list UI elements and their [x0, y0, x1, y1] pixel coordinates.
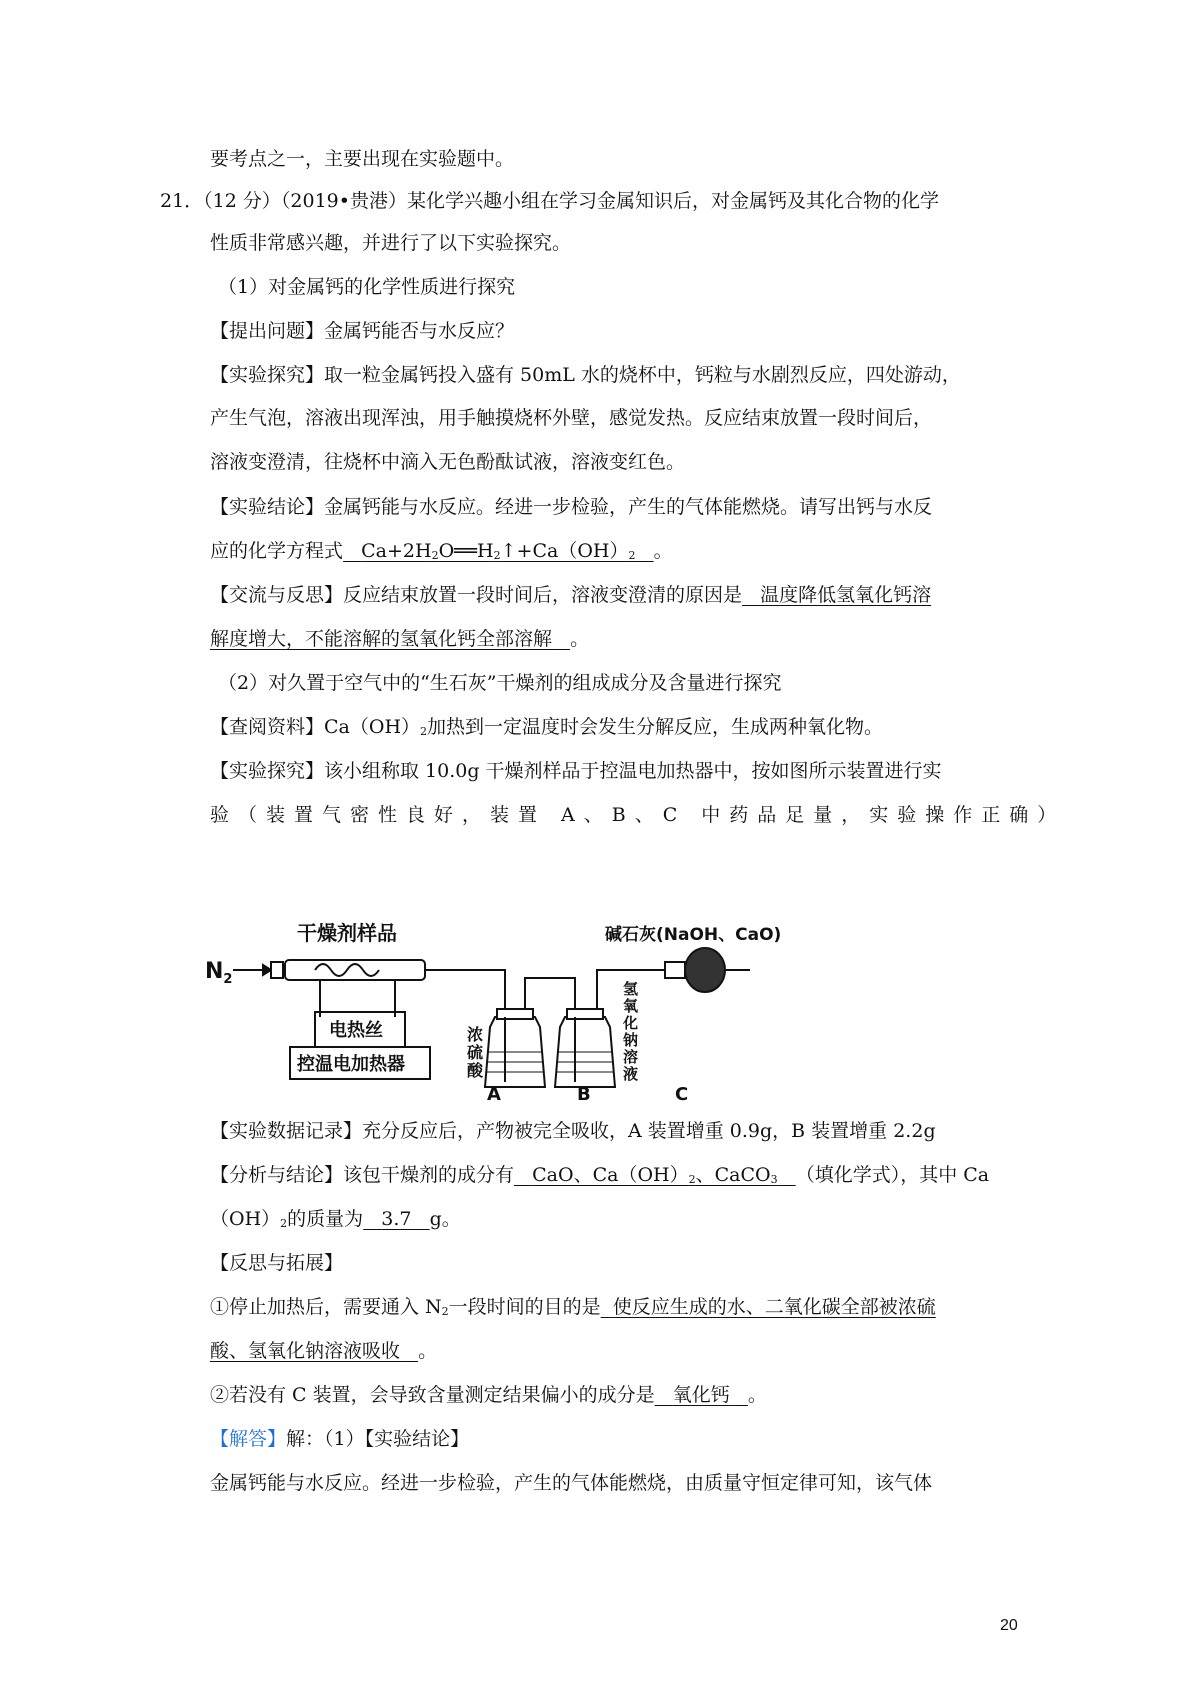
text-line: 要考点之一，主要出现在实验题中。 — [210, 148, 515, 170]
n2-label: $N_2$ — [205, 959, 233, 987]
text-line: 【提出问题】金属钙能否与水反应？ — [210, 320, 515, 342]
label-c: C — [675, 1084, 689, 1102]
answer-blank: 温度降低氢氧化钙溶 — [760, 584, 932, 606]
text-line: 【查阅资料】Ca（OH）2加热到一定温度时会发生分解反应，生成两种氧化物。 — [210, 716, 884, 738]
answer-blank: 氧化钙 — [672, 1384, 730, 1406]
answer-blank: 使反应生成的水、二氧化碳全部被浓硫 — [612, 1296, 936, 1318]
text-line: 【反思与拓展】 — [210, 1252, 344, 1274]
acid-label — [467, 1025, 484, 1080]
liquid-b — [557, 1052, 613, 1072]
naoh-label — [622, 980, 639, 1083]
question-header: 21．（12 分）（2019•贵港）某化学兴趣小组在学习金属知识后，对金属钙及其化合物的化学 — [160, 190, 939, 212]
section-heading: （1）对金属钙的化学性质进行探究 — [218, 276, 516, 298]
text-line: 验（装置气密性良好，装置 A、B、C 中药品足量，实验操作正确） — [210, 804, 1066, 826]
wire-label: 电热丝 — [329, 1020, 383, 1041]
naoh-label-char: 氢 — [623, 980, 639, 998]
text-line: 【分析与结论】该包干燥剂的成分有 CaO、Ca（OH）2、CaCO3 （填化学式），其中 Ca — [210, 1164, 990, 1186]
valve — [271, 962, 283, 978]
sample-coil — [315, 964, 379, 976]
text-line: 【解答】解：（1）【实验结论】 — [210, 1428, 470, 1450]
text-line: 【实验结论】金属钙能与水反应。经进一步检验，产生的气体能燃烧。请写出钙与水反 — [210, 496, 933, 518]
label-a: A — [487, 1084, 501, 1102]
text-line: 酸、氢氧化钠溶液吸收 。 — [210, 1340, 438, 1362]
text-line: 【交流与反思】反应结束放置一段时间后，溶液变澄清的原因是 温度降低氢氧化钙溶 — [210, 584, 932, 606]
text-line: 【实验数据记录】充分反应后，产物被完全吸收，A 装置增重 0.9g，B 装置增重 2.2g — [210, 1120, 936, 1142]
text-line: 【实验探究】取一粒金属钙投入盛有 50mL 水的烧杯中，钙粒与水剧烈反应，四处游动， — [210, 364, 961, 386]
text-line: （OH）2的质量为 3.7 g。 — [210, 1208, 461, 1230]
label-b: B — [577, 1084, 591, 1102]
answer-blank: 解度增大，不能溶解的氢氧化钙全部溶解 — [210, 628, 553, 650]
text-line: 产生气泡，溶液出现浑浊，用手触摸烧杯外壁，感觉发热。反应结束放置一段时间后， — [210, 407, 933, 429]
text-line: 性质非常感兴趣，并进行了以下实验探究。 — [210, 232, 572, 254]
text-line: 溶液变澄清，往烧杯中滴入无色酚酞试液，溶液变红色。 — [210, 451, 686, 473]
answer-blank: CaO、Ca（OH）2、CaCO3 — [532, 1164, 778, 1186]
page-number: 20 — [1000, 1617, 1018, 1634]
soda-lime-label: 碱石灰(NaOH、CaO) — [605, 925, 782, 945]
bottle-a-stopper — [497, 1009, 533, 1019]
answer-blank: Ca+2H2O══H2↑+Ca（OH）2 — [361, 540, 636, 562]
naoh-label-char: 氧 — [623, 997, 639, 1015]
sample-label: 干燥剂样品 — [297, 921, 397, 945]
apparatus-diagram — [205, 912, 805, 1102]
text-line: 解度增大，不能溶解的氢氧化钙全部溶解 。 — [210, 628, 590, 650]
tube-to-a — [425, 970, 505, 1017]
answer-blank: 3.7 — [381, 1208, 412, 1230]
heater-label: 控温电加热器 — [297, 1054, 405, 1075]
solution-tag: 【解答】 — [210, 1428, 287, 1450]
text-line: 【实验探究】该小组称取 10.0g 干燥剂样品于控温电加热器中，按如图所示装置进行实 — [210, 760, 942, 782]
answer-blank: 酸、氢氧化钠溶液吸收 — [210, 1340, 401, 1362]
naoh-label-char: 溶 — [623, 1048, 639, 1066]
acid-label-char: 酸 — [467, 1061, 484, 1080]
prompt-text: 应的化学方程式 — [210, 540, 344, 562]
text-line: 金属钙能与水反应。经进一步检验，产生的气体能燃烧，由质量守恒定律可知，该气体 — [210, 1472, 933, 1494]
section-heading: （2）对久置于空气中的“生石灰”干燥剂的组成成分及含量进行探究 — [218, 672, 782, 694]
text-line: ①停止加热后，需要通入 N2一段时间的目的是 使反应生成的水、二氧化碳全部被浓硫 — [210, 1296, 936, 1318]
naoh-label-char: 化 — [623, 1014, 639, 1032]
n2-arrow-head — [263, 965, 271, 975]
liquid-a — [487, 1052, 543, 1072]
text-line: ②若没有 C 装置，会导致含量测定结果偏小的成分是 氧化钙 。 — [210, 1384, 767, 1406]
soda-lime-bulb — [685, 948, 725, 992]
text-line: 应的化学方程式 Ca+2H2O══H2↑+Ca（OH）2 。 — [210, 540, 673, 562]
bottle-b-stopper — [567, 1009, 603, 1019]
acid-label-char: 硫 — [467, 1043, 484, 1062]
naoh-label-char: 液 — [623, 1065, 639, 1083]
tube-c-inlet — [665, 962, 685, 978]
apparatus-svg — [205, 912, 805, 1102]
naoh-label-char: 钠 — [623, 1031, 639, 1049]
acid-label-char: 浓 — [467, 1025, 484, 1044]
